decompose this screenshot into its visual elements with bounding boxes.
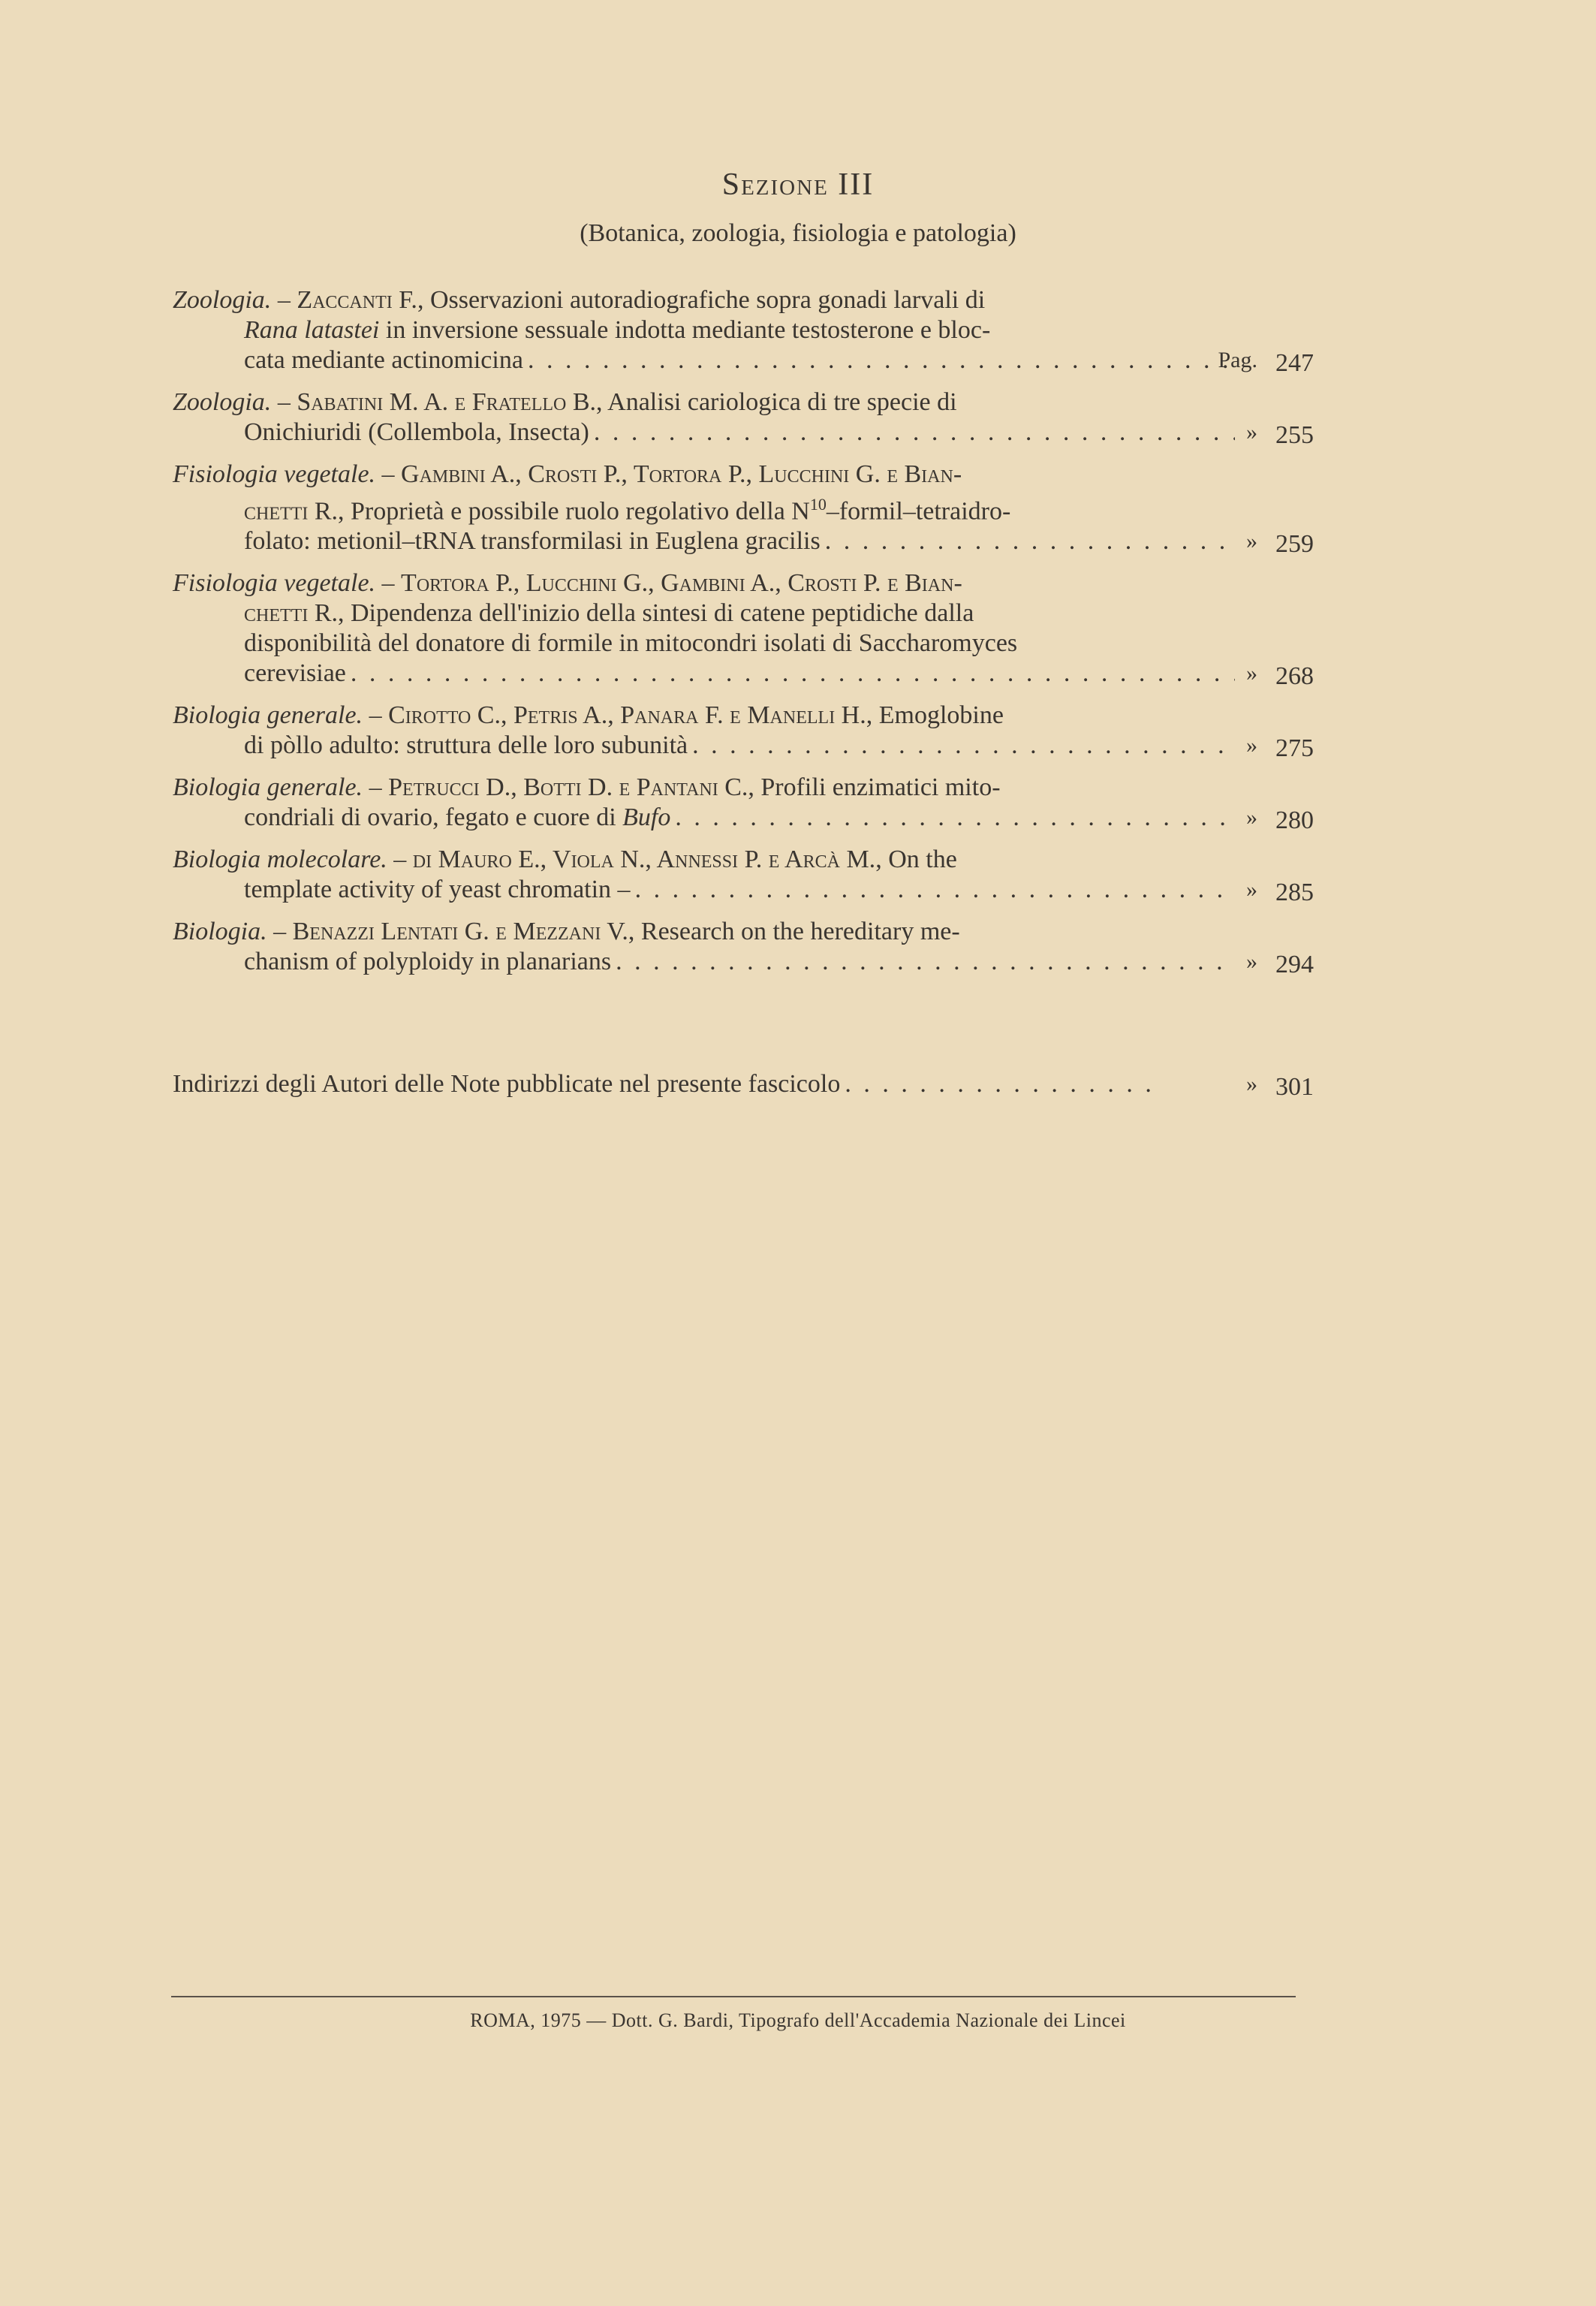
entry-authors: Sabatini M. A. e Fratello B.: [297, 388, 597, 416]
entry-authors: Cirotto C., Petris A., Panara F. e Manelli H.: [388, 701, 866, 730]
footer-rule: [171, 1996, 1296, 1997]
entry-authors: Petrucci D., Botti D. e Pantani C.: [388, 773, 748, 802]
leader-dots: [692, 731, 1235, 761]
leader-dots: [616, 947, 1235, 977]
entry-category: Zoologia.: [173, 388, 272, 416]
entry-authors: Zaccanti F.: [297, 286, 417, 314]
page-number: 280: [1275, 806, 1314, 835]
toc-entry: Zoologia. – Sabatini M. A. e Fratello B., Analisi cariologica di tre specie di Onichiuridi (Collembola, Insecta) . . . » 255: [173, 387, 1299, 448]
toc-entry: Zoologia. – Zaccanti F., Osservazioni autoradiografiche sopra gonadi larvali di Rana latastei in inversione sessuale indotta mediante testosterone e bloc- cata mediante actinomicina . . . Pag. 247: [173, 285, 1299, 375]
page-number: 247: [1275, 349, 1314, 377]
page-marker: »: [1246, 877, 1257, 903]
entry-species: Rana latastei: [244, 316, 380, 344]
entry-category: Zoologia.: [173, 286, 272, 314]
entry-category: Biologia molecolare.: [173, 846, 387, 874]
toc-entry: Biologia molecolare. – di Mauro E., Viola N., Annessi P. e Arcà M., On the template activity of yeast chromatin – . . . » 285: [173, 845, 1299, 905]
toc-entry: Fisiologia vegetale. – Tortora P., Lucchini G., Gambini A., Crosti P. e Bian- chetti R., Dipendenza dell'inizio della sintesi di catene peptidiche dalla disponibilità del donatore di formile in mitocondri isolati di Saccharomyces cerevisiae . . . » 268: [173, 568, 1299, 689]
page-marker: Pag.: [1218, 348, 1257, 372]
entry-species: Bufo: [622, 803, 671, 832]
leader-dots: [825, 526, 1235, 556]
table-of-contents: [173, 285, 1314, 989]
page-marker: »: [1246, 733, 1257, 758]
page-number: 301: [1275, 1073, 1314, 1101]
toc-entry: Biologia generale. – Cirotto C., Petris A., Panara F. e Manelli H., Emoglobine di pòllo adulto: struttura delle loro subunità . . . » 275: [173, 701, 1299, 761]
entry-category: Fisiologia vegetale.: [173, 460, 376, 488]
page-number: 294: [1275, 951, 1314, 979]
leader-dots: [675, 803, 1235, 833]
entry-authors: Tortora P., Lucchini G., Gambini A., Crosti P. e Bian-: [401, 569, 962, 598]
page-marker: »: [1246, 529, 1257, 554]
toc-entry: Biologia. – Benazzi Lentati G. e Mezzani V., Research on the hereditary me- chanism of polyploidy in planarians . . . » 294: [173, 917, 1299, 977]
page-marker: »: [1246, 1072, 1257, 1096]
leader-dots: [594, 417, 1235, 448]
colophon: ROMA, 1975 — Dott. G. Bardi, Tipografo dell'Accademia Nazionale dei Lincei: [470, 2009, 1126, 2031]
toc-entry: Fisiologia vegetale. – Gambini A., Crosti P., Tortora P., Lucchini G. e Bian- chetti R., Proprietà e possibile ruolo regolativo della $N^{10}-formil-tetraidro-$ folato: metionil–tRNA transformilasi in Euglena gracilis . . . » 259: [173, 460, 1299, 556]
entry-category: Fisiologia vegetale.: [173, 569, 376, 598]
page-marker: »: [1246, 949, 1257, 975]
entry-authors: di Mauro E., Viola N., Annessi P. e Arcà M.: [412, 846, 876, 874]
page-marker: »: [1246, 661, 1257, 686]
section-title: Sezione III: [721, 167, 875, 202]
leader-dots: [528, 345, 1235, 375]
entry-category: Biologia generale.: [173, 701, 363, 730]
entry-authors: Benazzi Lentati G. e Mezzani V.: [292, 918, 628, 946]
page-number: 259: [1275, 530, 1314, 559]
leader-dots: [351, 659, 1235, 689]
leader-dots: [845, 1069, 1164, 1099]
page-marker: »: [1246, 420, 1257, 445]
authors-addresses-entry: Indirizzi degli Autori delle Note pubblicate nel presente fascicolo . . . » 301: [173, 1069, 1314, 1099]
page-number: 268: [1275, 662, 1314, 691]
page-number: 285: [1275, 879, 1314, 907]
page-number: 255: [1275, 421, 1314, 449]
leader-dots: [635, 875, 1235, 905]
section-subtitle: (Botanica, zoologia, fisiologia e patologia): [580, 219, 1016, 247]
toc-entry: Biologia generale. – Petrucci D., Botti D. e Pantani C., Profili enzimatici mito- condriali di ovario, fegato e cuore di Bufo . . . » 280: [173, 773, 1299, 833]
entry-category: Biologia.: [173, 918, 267, 946]
entry-category: Biologia generale.: [173, 773, 363, 802]
page-marker: »: [1246, 805, 1257, 830]
entry-authors: Gambini A., Crosti P., Tortora P., Lucchini G. e Bian-: [401, 460, 962, 488]
page-number: 275: [1275, 734, 1314, 763]
